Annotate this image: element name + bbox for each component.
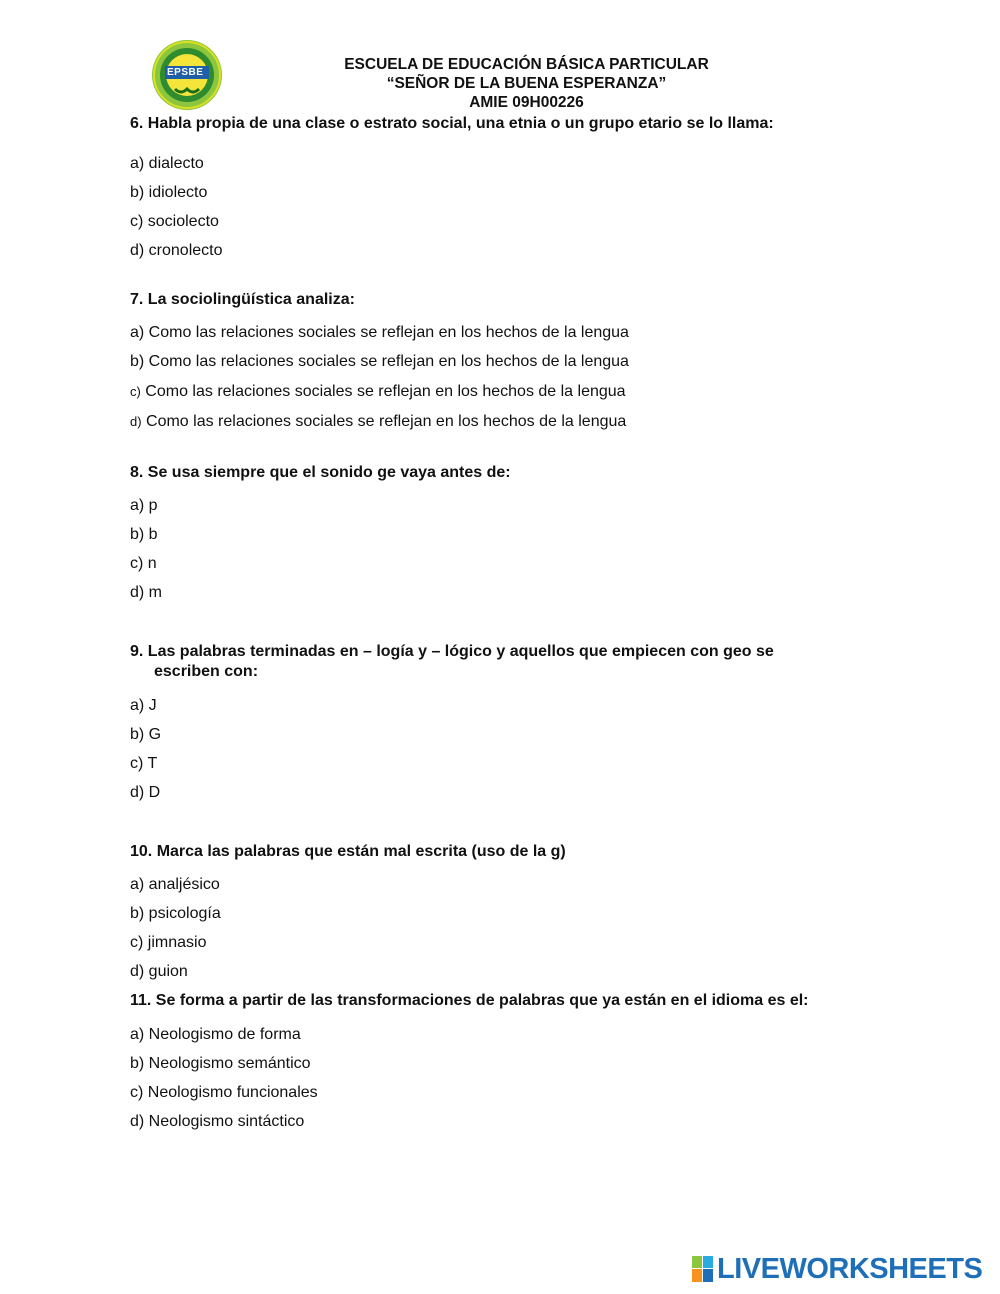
option-9b[interactable]: b) G: [130, 726, 162, 743]
option-11a[interactable]: a) Neologismo de forma: [130, 1026, 301, 1043]
option-8d[interactable]: d) m: [130, 584, 162, 601]
option-7c-text: Como las relaciones sociales se reflejan en los hechos de la lengua: [140, 383, 626, 400]
option-8c[interactable]: c) n: [130, 555, 157, 572]
question-11: 11. Se forma a partir de las transformaciones de palabras que ya están en el idioma es el:: [130, 992, 809, 1009]
option-11c[interactable]: c) Neologismo funcionales: [130, 1084, 318, 1101]
liveworksheets-brand: LIVEWORKSHEETS: [717, 1253, 983, 1285]
option-9c[interactable]: c) T: [130, 755, 158, 772]
option-10b[interactable]: b) psicología: [130, 905, 221, 922]
amie-code: AMIE 09H00226: [469, 94, 584, 111]
option-7c-letter: c): [130, 384, 141, 399]
option-9d[interactable]: d) D: [130, 784, 161, 801]
option-7a[interactable]: a) Como las relaciones sociales se reflejan en los hechos de la lengua: [130, 324, 629, 341]
option-10d[interactable]: d) guion: [130, 963, 188, 980]
question-7: 7. La sociolingüística analiza:: [130, 291, 355, 308]
option-9a[interactable]: a) J: [130, 697, 157, 714]
liveworksheets-blocks-icon: [692, 1256, 714, 1282]
option-6c[interactable]: c) sociolecto: [130, 213, 219, 230]
option-10c[interactable]: c) jimnasio: [130, 934, 207, 951]
question-9-line2: escriben con:: [154, 663, 259, 680]
option-6d[interactable]: d) cronolecto: [130, 242, 223, 259]
option-7d[interactable]: [130, 412, 626, 432]
option-10a[interactable]: a) analjésico: [130, 876, 220, 893]
school-name-line1: ESCUELA DE EDUCACIÓN BÁSICA PARTICULAR: [344, 56, 709, 73]
option-6a[interactable]: a) dialecto: [130, 155, 204, 172]
option-8a[interactable]: a) p: [130, 497, 158, 514]
option-11b[interactable]: b) Neologismo semántico: [130, 1055, 311, 1072]
option-6b[interactable]: b) idiolecto: [130, 184, 208, 201]
question-10: 10. Marca las palabras que están mal escrita (uso de la g): [130, 843, 566, 860]
question-9-line1: 9. Las palabras terminadas en – logía y – lógico y aquellos que empiecen con geo se: [130, 643, 774, 660]
option-7c[interactable]: [130, 382, 626, 402]
option-7d-text: Como las relaciones sociales se reflejan en los hechos de la lengua: [141, 413, 627, 430]
option-7b[interactable]: b) Como las relaciones sociales se reflejan en los hechos de la lengua: [130, 353, 629, 370]
logo-text: EPSBE: [167, 67, 204, 78]
question-8: 8. Se usa siempre que el sonido ge vaya antes de:: [130, 464, 511, 481]
option-7d-letter: d): [130, 414, 142, 429]
question-6: 6. Habla propia de una clase o estrato social, una etnia o un grupo etario se lo llama:: [130, 115, 774, 132]
option-8b[interactable]: b) b: [130, 526, 158, 543]
liveworksheets-logo: [692, 1254, 982, 1284]
option-11d[interactable]: d) Neologismo sintáctico: [130, 1113, 305, 1130]
school-name-line2: “SEÑOR DE LA BUENA ESPERANZA”: [386, 75, 667, 92]
